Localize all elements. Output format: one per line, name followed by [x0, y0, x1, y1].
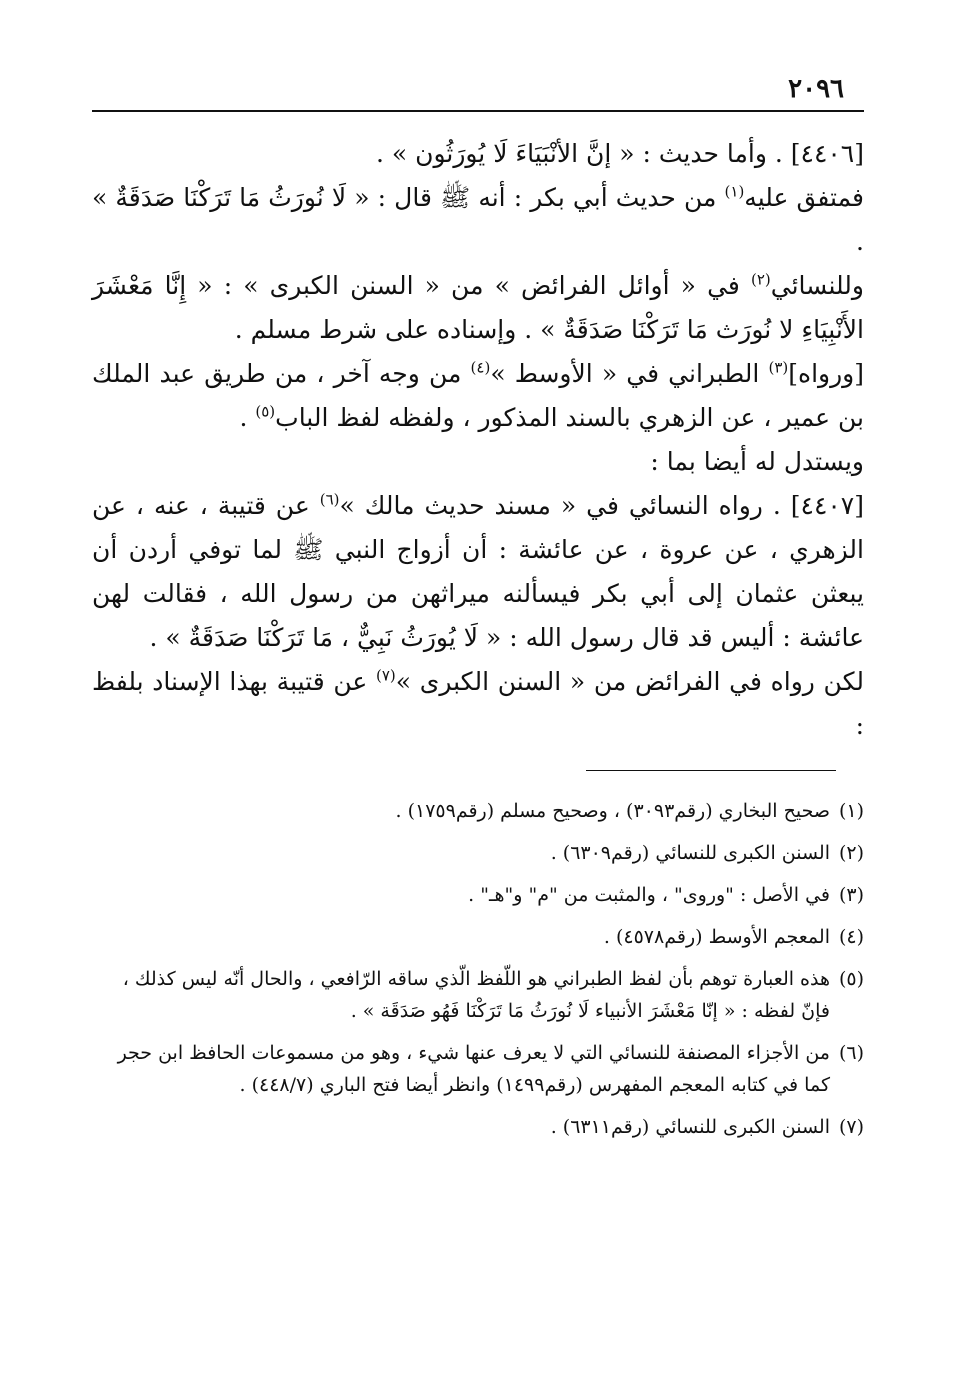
paragraph-text: وللنسائي [770, 271, 864, 300]
paragraph-yustadal: ويستدل له أيضا بما : [650, 447, 864, 476]
footnote-divider [586, 770, 836, 771]
footnote-text: من الأجزاء المصنفة للنسائي التي لا يعرف عنها شيء ، وهو من مسموعات الحافظ ابن حجر كما في كتابه المعجم المفهرس (رقم١٤٩٩) وانظر أيضا فتح الباري (٤٤٨/٧) . [117, 1042, 830, 1096]
footnote-ref[interactable]: (٤) [470, 358, 491, 377]
footnote-item [92, 879, 864, 911]
paragraph-tabarani [92, 352, 864, 440]
footnote-item [92, 963, 864, 1027]
main-text [92, 132, 864, 748]
footnote-text: السنن الكبرى للنسائي (رقم٦٣٠٩) . [550, 842, 830, 864]
document-page [92, 70, 864, 1153]
footnote-number: (٥) [838, 968, 864, 990]
paragraph-text: في « أوائل الفرائض » من « السنن الكبرى » : « إِنَّا مَعْشَرَ الأَنْبِيَاءِ لا نُورَث مَا تَرَكْنَا صَدَقَةٌ » . وإسناده على شرط مسلم . [92, 271, 864, 344]
footnote-item [92, 921, 864, 953]
footnote-ref[interactable]: (٢) [750, 270, 771, 289]
footnote-ref[interactable]: (٦) [319, 490, 340, 509]
footnote-number: (٢) [838, 842, 864, 864]
paragraph-text: عن قتيبة ، عنه ، عن الزهري ، عن عروة ، عن عائشة : أن أزواج النبي ﷺ لما توفي أردن أن يبعثن عثمان إلى أبي بكر فيسألنه ميراثهن من رسول الله ، فقالت لهن عائشة : أليس قد قال رسول الله : « لَا يُورَثُ نَبِيٌّ ، مَا تَرَكْنَا صَدَقَةٌ » . [92, 491, 864, 652]
footnote-ref[interactable]: (٥) [255, 402, 276, 421]
footnote-item [92, 1037, 864, 1101]
page-number: ٢٠٩٦ [788, 74, 844, 104]
paragraph-text: لكن رواه في الفرائض من « السنن الكبرى » [395, 667, 864, 696]
page-header [92, 70, 864, 112]
paragraph-text: من وجه آخر ، من طريق عبد الملك بن عمير ، عن الزهري بالسند المذكور ، ولفظه لفظ الباب [92, 359, 864, 432]
paragraph-hadith-4407 [92, 484, 864, 660]
paragraph-hadith-4406: [٤٤٠٦] . وأما حديث : « إنَّ الأنْبَيَاءَ لَا يُورَثُون » . [375, 139, 864, 168]
paragraph-nasai [92, 264, 864, 352]
footnotes [92, 795, 864, 1143]
footnote-item [92, 837, 864, 869]
paragraph-text: عن قتيبة بهذا الإسناد بلفظ : [92, 667, 864, 740]
paragraph-text: الطبراني في « الأوسط » [490, 359, 769, 388]
paragraph-muttafaq [92, 176, 864, 264]
footnote-text: في الأصل : "وروى" ، والمثبت من "م" و"هـ" . [468, 884, 830, 906]
paragraph-text: [٤٤٠٧] . رواه النسائي في « مسند حديث مالك » [339, 491, 864, 520]
paragraph-text: فمتفق عليه [744, 183, 864, 212]
footnote-text: صحيح البخاري (رقم٣٠٩٣) ، وصحيح مسلم (رقم١٧٥٩) . [395, 800, 830, 822]
footnote-item [92, 1111, 864, 1143]
footnote-number: (٦) [838, 1042, 864, 1064]
footnote-text: هذه العبارة توهم بأن لفظ الطبراني هو اللّفظ الّذي ساقه الرّافعي ، والحال أنّه ليس كذلك ، فإنّ لفظه : « إنّا مَعْشَرَ الأنبياء لَا نُورَثُ مَا تَرَكْنَا فَهُو صَدَقَة » . [122, 968, 830, 1022]
footnote-number: (٣) [838, 884, 864, 906]
paragraph-lakin [92, 660, 864, 748]
paragraph-text: . [239, 403, 256, 432]
footnote-item [92, 795, 864, 827]
footnote-text: المعجم الأوسط (رقم٤٥٧٨) . [603, 926, 830, 948]
footnote-ref[interactable]: (١) [724, 182, 745, 201]
footnote-number: (٤) [838, 926, 864, 948]
footnote-number: (١) [838, 800, 864, 822]
footnote-ref[interactable]: (٣) [768, 358, 789, 377]
footnote-number: (٧) [838, 1116, 864, 1138]
paragraph-text: [ورواه] [788, 359, 865, 388]
paragraph-text: من حديث أبي بكر : أنه ﷺ قال : « لَا نُورَثُ مَا تَرَكْنَا صَدَقَةٌ » . [92, 183, 864, 256]
footnote-ref[interactable]: (٧) [376, 666, 396, 685]
footnote-text: السنن الكبرى للنسائي (رقم٦٣١١) . [550, 1116, 830, 1138]
